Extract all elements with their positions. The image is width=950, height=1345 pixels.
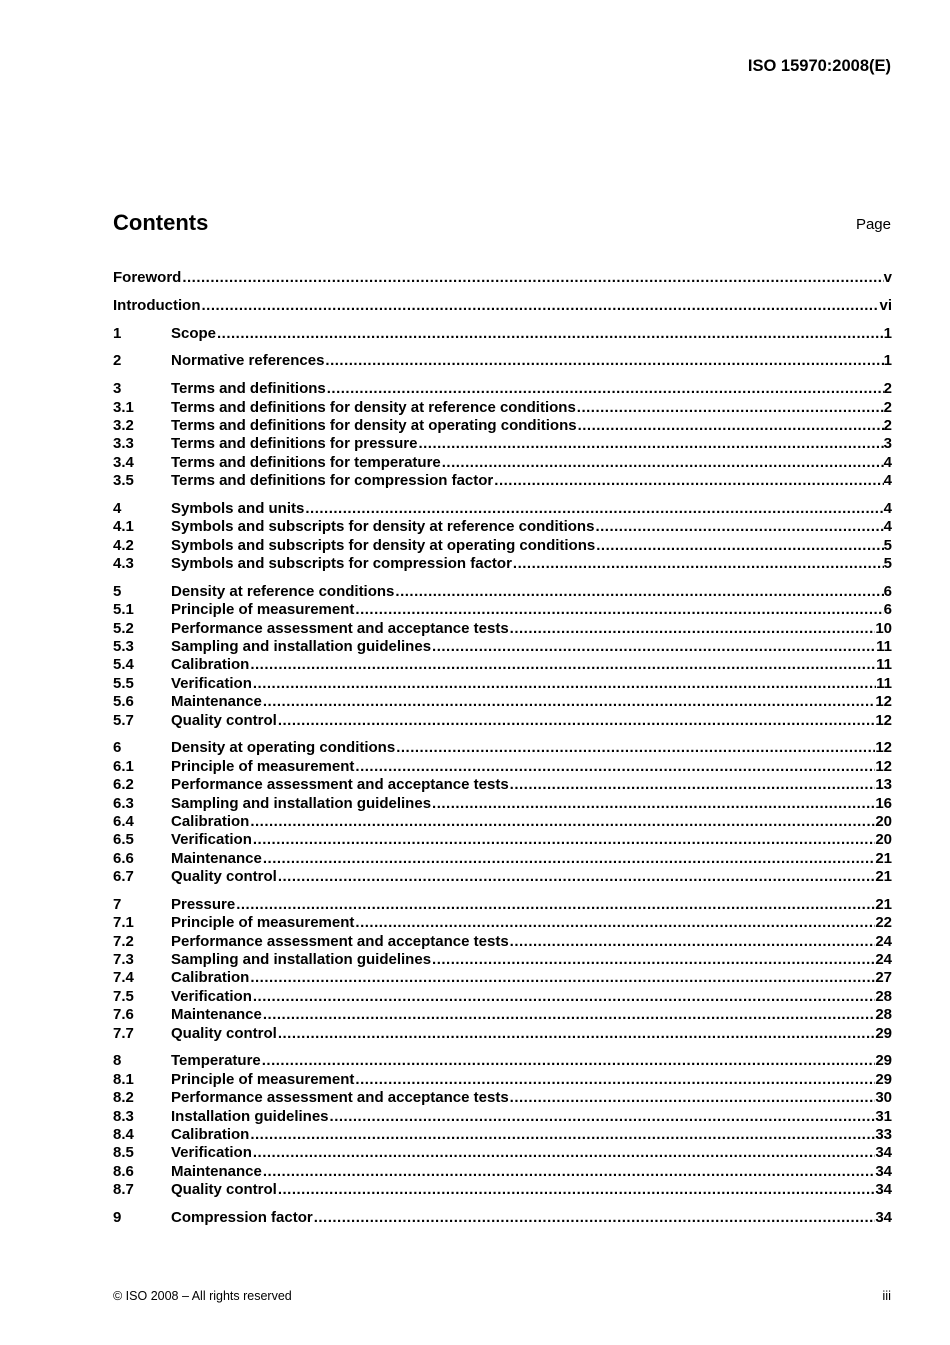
toc-entry-number: 6.5 — [113, 831, 134, 849]
toc-entry[interactable] — [113, 1089, 892, 1107]
toc-leader-dots — [262, 1163, 875, 1181]
toc-entry-number: 4.3 — [113, 555, 134, 573]
toc-entry-title: Calibration — [171, 812, 250, 830]
toc-entry-title: Principle of measurement — [171, 601, 355, 619]
toc-entry-title: Symbols and subscripts for density at reference conditions — [171, 518, 595, 536]
toc-leader-dots — [200, 297, 879, 315]
toc-group — [113, 583, 892, 730]
toc-entry-title: Performance assessment and acceptance tests — [171, 1089, 509, 1107]
toc-entry-number: 3.3 — [113, 435, 134, 453]
toc-leader-dots — [326, 380, 884, 398]
toc-group — [113, 1052, 892, 1199]
toc-entry-page: 5 — [883, 555, 892, 573]
toc-leader-dots — [252, 1144, 875, 1162]
toc-entry-number: 2 — [113, 352, 122, 370]
toc-leader-dots — [354, 1071, 875, 1089]
toc-entry-page: 34 — [875, 1181, 892, 1199]
toc-entry-title: Sampling and installation guidelines — [171, 637, 432, 655]
toc-entry-title: Terms and definitions — [171, 380, 326, 398]
toc-entry-page: 2 — [883, 416, 892, 434]
toc-entry-title: Maintenance — [171, 1162, 262, 1180]
toc-entry-title: Verification — [171, 674, 252, 692]
toc-entry-page: 1 — [883, 352, 892, 370]
toc-leader-dots — [249, 656, 876, 674]
toc-entry[interactable] — [113, 435, 892, 453]
toc-entry-number: 4.2 — [113, 536, 134, 554]
toc-entry-title: Performance assessment and acceptance tests — [171, 619, 509, 637]
toc-entry-page: 12 — [875, 693, 892, 711]
toc-entry-title: Temperature — [171, 1052, 261, 1070]
toc-entry-title: Pressure — [171, 895, 236, 913]
toc-entry[interactable] — [113, 1052, 892, 1070]
toc-leader-dots — [324, 352, 883, 370]
toc-entry[interactable] — [113, 1108, 892, 1126]
toc-entry[interactable] — [113, 380, 892, 398]
toc-leader-dots — [277, 1025, 875, 1043]
toc-group — [113, 896, 892, 1043]
toc-entry[interactable] — [113, 988, 892, 1006]
toc-entry-number: 4 — [113, 499, 122, 517]
toc-entry-page: 16 — [875, 794, 892, 812]
toc-leader-dots — [252, 831, 875, 849]
toc-entry-title: Maintenance — [171, 1006, 262, 1024]
toc-entry-page: 12 — [875, 711, 892, 729]
toc-entry-page: 2 — [883, 398, 892, 416]
toc-group — [113, 269, 892, 287]
toc-leader-dots — [394, 583, 883, 601]
toc-entry-page: 24 — [875, 951, 892, 969]
toc-entry[interactable] — [113, 555, 892, 573]
toc-group — [113, 380, 892, 490]
toc-entry-number: 5.6 — [113, 693, 134, 711]
toc-entry-title: Terms and definitions for density at reference conditions — [171, 398, 576, 416]
toc-entry-title: Principle of measurement — [171, 757, 355, 775]
toc-entry[interactable] — [113, 1144, 892, 1162]
toc-entry-page: vi — [879, 296, 892, 314]
toc-leader-dots — [249, 813, 875, 831]
toc-entry[interactable] — [113, 269, 892, 287]
toc-leader-dots — [354, 758, 875, 776]
toc-entry-page: 3 — [883, 435, 892, 453]
toc-entry-title: Performance assessment and acceptance tests — [171, 776, 509, 794]
toc-entry-title: Density at operating conditions — [171, 739, 396, 757]
toc-entry[interactable] — [113, 325, 892, 343]
toc-leader-dots — [304, 500, 883, 518]
toc-entry-number: 4.1 — [113, 518, 134, 536]
toc-entry-page: 34 — [875, 1208, 892, 1226]
toc-entry-title: Symbols and subscripts for compression factor — [171, 555, 512, 573]
toc-entry-number: 8 — [113, 1052, 122, 1070]
toc-entry-page: 12 — [875, 757, 892, 775]
toc-entry-number: 6.1 — [113, 757, 134, 775]
toc-entry-number: 8.3 — [113, 1107, 134, 1125]
toc-leader-dots — [509, 620, 876, 638]
toc-entry-title: Verification — [171, 987, 252, 1005]
toc-leader-dots — [262, 693, 875, 711]
toc-entry-page: 24 — [875, 932, 892, 950]
toc-entry[interactable] — [113, 969, 892, 987]
toc-entry-number: 6.7 — [113, 868, 134, 886]
toc-entry-title: Terms and definitions for pressure — [171, 435, 418, 453]
toc-leader-dots — [252, 988, 875, 1006]
toc-leader-dots — [576, 399, 884, 417]
toc-leader-dots — [512, 555, 884, 573]
toc-entry[interactable] — [113, 472, 892, 490]
toc-entry-title: Terms and definitions for temperature — [171, 453, 441, 471]
toc-entry-page: 5 — [883, 536, 892, 554]
toc-entry-number: 3.5 — [113, 472, 134, 490]
toc-entry-number: 7.3 — [113, 951, 134, 969]
toc-entry[interactable] — [113, 1209, 892, 1227]
toc-entry-title: Calibration — [171, 656, 250, 674]
toc-leader-dots — [354, 914, 875, 932]
toc-entry-title: Sampling and installation guidelines — [171, 951, 432, 969]
toc-leader-dots — [509, 776, 876, 794]
toc-entry-number: 8.1 — [113, 1070, 134, 1088]
toc-entry-title: Verification — [171, 831, 252, 849]
toc-entry-page: 6 — [883, 601, 892, 619]
copyright-notice: © ISO 2008 – All rights reserved — [113, 1289, 292, 1303]
toc-entry-page: 21 — [875, 849, 892, 867]
page-number: iii — [882, 1288, 891, 1303]
table-of-contents — [113, 269, 892, 1237]
toc-group — [113, 325, 892, 343]
toc-entry-title: Quality control — [171, 711, 277, 729]
toc-entry-number: 5.7 — [113, 711, 134, 729]
toc-entry[interactable] — [113, 776, 892, 794]
toc-entry-title: Maintenance — [171, 849, 262, 867]
toc-entry-number: 7.5 — [113, 987, 134, 1005]
toc-entry-title: Normative references — [171, 352, 325, 370]
toc-entry-number: 6.4 — [113, 812, 134, 830]
toc-leader-dots — [277, 1181, 875, 1199]
toc-entry[interactable] — [113, 601, 892, 619]
toc-entry[interactable] — [113, 1126, 892, 1144]
toc-entry[interactable] — [113, 914, 892, 932]
toc-entry[interactable] — [113, 933, 892, 951]
toc-entry-page: 11 — [876, 656, 892, 674]
toc-leader-dots — [262, 1006, 875, 1024]
toc-entry-page: 20 — [875, 812, 892, 830]
toc-group — [113, 739, 892, 886]
toc-entry-page: 22 — [875, 914, 892, 932]
toc-leader-dots — [277, 712, 875, 730]
toc-entry-page: 2 — [883, 380, 892, 398]
toc-entry-page: 29 — [875, 1052, 892, 1070]
toc-entry[interactable] — [113, 583, 892, 601]
toc-entry-number: 3.4 — [113, 453, 134, 471]
contents-header — [113, 210, 891, 238]
toc-entry-title: Performance assessment and acceptance tests — [171, 932, 509, 950]
toc-entry[interactable] — [113, 758, 892, 776]
toc-entry-title: Principle of measurement — [171, 1070, 355, 1088]
toc-leader-dots — [181, 269, 883, 287]
toc-leader-dots — [431, 638, 876, 656]
toc-entry-page: 10 — [875, 619, 892, 637]
toc-entry[interactable] — [113, 297, 892, 315]
toc-entry[interactable] — [113, 693, 892, 711]
toc-entry-title: Foreword — [113, 269, 182, 286]
toc-entry[interactable] — [113, 795, 892, 813]
page-column-label: Page — [855, 216, 891, 233]
toc-entry-page: 11 — [876, 674, 892, 692]
toc-entry-number: 3 — [113, 380, 122, 398]
toc-group — [113, 352, 892, 370]
toc-entry[interactable] — [113, 1163, 892, 1181]
toc-entry-page: v — [883, 269, 892, 286]
toc-leader-dots — [509, 933, 876, 951]
toc-entry[interactable] — [113, 656, 892, 674]
toc-entry-page: 27 — [875, 969, 892, 987]
toc-leader-dots — [216, 325, 884, 343]
toc-entry-title: Terms and definitions for compression factor — [171, 472, 494, 490]
toc-entry[interactable] — [113, 675, 892, 693]
toc-entry-number: 7.7 — [113, 1024, 134, 1042]
toc-entry-title: Maintenance — [171, 693, 262, 711]
toc-entry-title: Verification — [171, 1144, 252, 1162]
toc-entry-title: Calibration — [171, 1125, 250, 1143]
toc-entry-number: 5.2 — [113, 619, 134, 637]
toc-entry-number: 5.4 — [113, 656, 134, 674]
toc-group — [113, 1209, 892, 1227]
toc-entry-title: Scope — [171, 324, 217, 342]
toc-entry-page: 4 — [883, 499, 892, 517]
toc-entry-number: 8.7 — [113, 1181, 134, 1199]
toc-entry-title: Density at reference conditions — [171, 582, 395, 600]
toc-entry-number: 3.1 — [113, 398, 134, 416]
toc-entry[interactable] — [113, 500, 892, 518]
toc-entry[interactable] — [113, 620, 892, 638]
toc-entry-number: 6 — [113, 739, 122, 757]
toc-entry-number: 7.6 — [113, 1006, 134, 1024]
toc-entry[interactable] — [113, 896, 892, 914]
toc-group — [113, 500, 892, 574]
toc-entry[interactable] — [113, 951, 892, 969]
toc-entry[interactable] — [113, 1181, 892, 1199]
toc-entry[interactable] — [113, 850, 892, 868]
toc-entry-page: 21 — [875, 868, 892, 886]
toc-leader-dots — [509, 1089, 876, 1107]
toc-entry[interactable] — [113, 868, 892, 886]
toc-entry-page: 34 — [875, 1144, 892, 1162]
toc-leader-dots — [329, 1108, 876, 1126]
toc-entry-page: 4 — [883, 472, 892, 490]
toc-leader-dots — [354, 601, 883, 619]
toc-entry-page: 34 — [875, 1162, 892, 1180]
toc-entry-title: Introduction — [113, 296, 201, 314]
toc-entry-page: 4 — [883, 518, 892, 536]
toc-entry[interactable] — [113, 1071, 892, 1089]
toc-entry-title: Sampling and installation guidelines — [171, 794, 432, 812]
toc-entry[interactable] — [113, 454, 892, 472]
toc-entry-page: 28 — [875, 987, 892, 1005]
toc-entry-title: Symbols and subscripts for density at operating conditions — [171, 536, 596, 554]
toc-leader-dots — [493, 472, 883, 490]
toc-entry-number: 5.1 — [113, 601, 134, 619]
toc-entry[interactable] — [113, 712, 892, 730]
contents-title: Contents — [113, 210, 209, 235]
toc-entry-title: Compression factor — [171, 1208, 313, 1226]
toc-leader-dots — [441, 454, 884, 472]
toc-entry-title: Terms and definitions for density at operating conditions — [171, 416, 577, 434]
toc-entry[interactable] — [113, 1025, 892, 1043]
toc-entry-page: 33 — [875, 1125, 892, 1143]
toc-leader-dots — [249, 1126, 875, 1144]
toc-entry-number: 6.2 — [113, 776, 134, 794]
toc-entry[interactable] — [113, 518, 892, 536]
toc-entry-title: Quality control — [171, 868, 277, 886]
toc-leader-dots — [249, 969, 875, 987]
toc-entry[interactable] — [113, 638, 892, 656]
toc-entry-number: 7.4 — [113, 969, 134, 987]
toc-entry-number: 6.6 — [113, 849, 134, 867]
toc-entry-number: 7 — [113, 895, 122, 913]
toc-leader-dots — [431, 951, 875, 969]
toc-entry-page: 20 — [875, 831, 892, 849]
toc-leader-dots — [262, 850, 875, 868]
toc-leader-dots — [594, 518, 883, 536]
toc-leader-dots — [577, 417, 884, 435]
document-id: ISO 15970:2008(E) — [747, 57, 891, 75]
toc-entry-title: Quality control — [171, 1024, 277, 1042]
toc-entry-page: 31 — [875, 1107, 892, 1125]
toc-entry[interactable] — [113, 417, 892, 435]
toc-entry-number: 5.5 — [113, 674, 134, 692]
toc-entry-number: 7.2 — [113, 932, 134, 950]
toc-entry[interactable] — [113, 1006, 892, 1024]
toc-leader-dots — [277, 868, 875, 886]
toc-entry-number: 8.5 — [113, 1144, 134, 1162]
toc-entry-page: 4 — [883, 453, 892, 471]
toc-entry-number: 9 — [113, 1208, 122, 1226]
toc-group — [113, 297, 892, 315]
toc-entry-page: 11 — [876, 637, 892, 655]
toc-entry[interactable] — [113, 831, 892, 849]
toc-entry-page: 6 — [883, 582, 892, 600]
toc-entry-number: 1 — [113, 324, 122, 342]
toc-leader-dots — [417, 435, 883, 453]
toc-entry-number: 8.2 — [113, 1089, 134, 1107]
toc-entry-page: 28 — [875, 1006, 892, 1024]
toc-leader-dots — [261, 1052, 876, 1070]
toc-entry[interactable] — [113, 352, 892, 370]
toc-entry-title: Quality control — [171, 1181, 277, 1199]
toc-entry[interactable] — [113, 399, 892, 417]
toc-leader-dots — [395, 739, 875, 757]
toc-entry-page: 1 — [883, 324, 892, 342]
toc-entry-page: 29 — [875, 1070, 892, 1088]
toc-leader-dots — [252, 675, 876, 693]
toc-leader-dots — [235, 896, 875, 914]
toc-entry-number: 3.2 — [113, 416, 134, 434]
toc-entry-page: 12 — [875, 739, 892, 757]
toc-entry-number: 5 — [113, 582, 122, 600]
toc-entry-page: 29 — [875, 1024, 892, 1042]
toc-entry-page: 21 — [875, 895, 892, 913]
toc-entry-title: Calibration — [171, 969, 250, 987]
toc-entry-title: Symbols and units — [171, 499, 305, 517]
toc-entry-title: Installation guidelines — [171, 1107, 329, 1125]
toc-entry-number: 5.3 — [113, 637, 134, 655]
toc-entry-title: Principle of measurement — [171, 914, 355, 932]
toc-entry[interactable] — [113, 537, 892, 555]
toc-entry-page: 30 — [875, 1089, 892, 1107]
toc-leader-dots — [313, 1209, 876, 1227]
toc-leader-dots — [595, 537, 883, 555]
toc-entry[interactable] — [113, 739, 892, 757]
toc-entry-number: 8.4 — [113, 1125, 134, 1143]
toc-entry-number: 6.3 — [113, 794, 134, 812]
toc-entry-page: 13 — [875, 776, 892, 794]
toc-entry-number: 7.1 — [113, 914, 134, 932]
toc-entry[interactable] — [113, 813, 892, 831]
toc-entry-number: 8.6 — [113, 1162, 134, 1180]
toc-leader-dots — [431, 795, 875, 813]
